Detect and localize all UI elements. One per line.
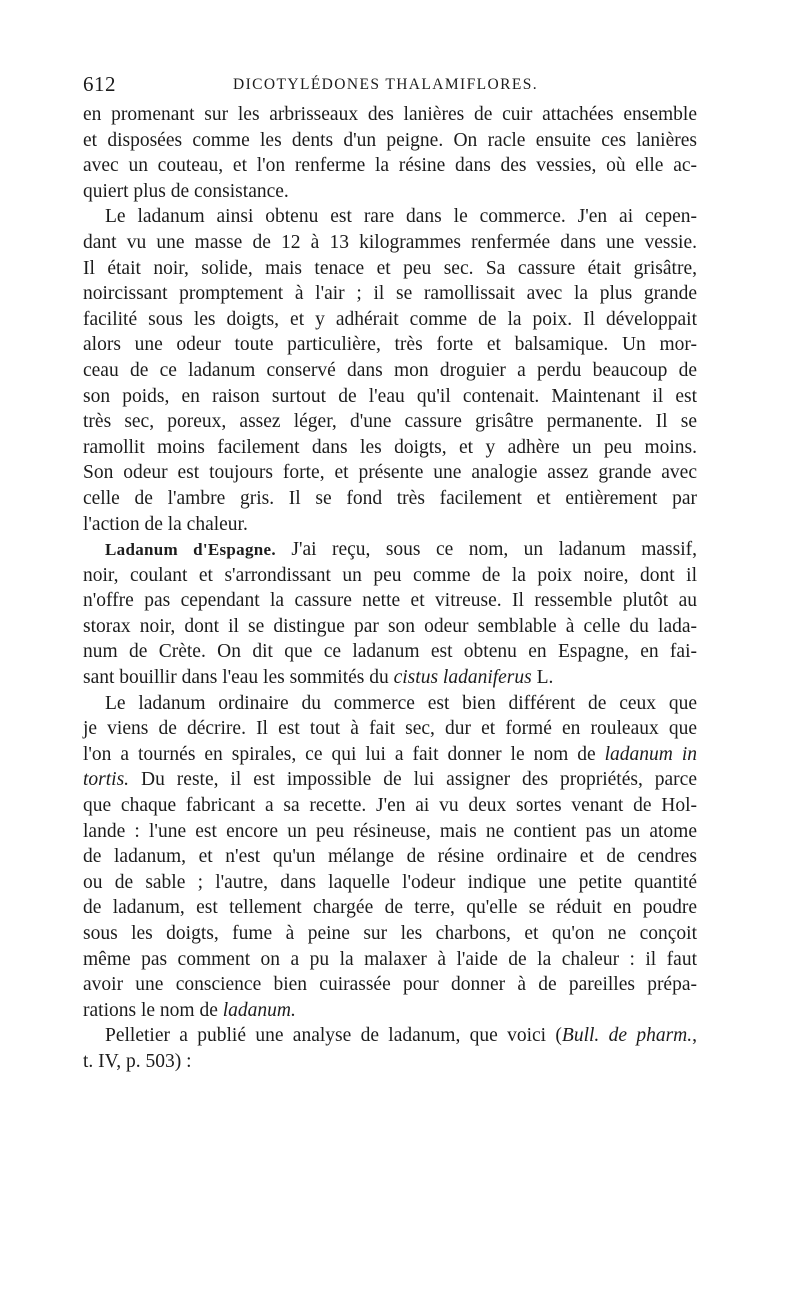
paragraph-3 — [83, 537, 697, 691]
paragraph-4 — [83, 691, 697, 1024]
text-span: L. — [531, 667, 554, 689]
paragraph-2 — [83, 204, 697, 537]
text-line: facilité sous les doigts, et y adhérait comme de la poix. Il développait — [83, 308, 697, 330]
running-head: DICOTYLÉDONES THALAMIFLORES. — [233, 76, 538, 93]
text-line: son poids, en raison surtout de l'eau qu'il contenait. Maintenant il est — [83, 385, 697, 407]
body-text — [83, 102, 697, 1075]
text-line — [83, 742, 697, 768]
text-span: , — [692, 1025, 698, 1047]
paragraph-5 — [83, 1023, 697, 1074]
text-span: rations le nom de — [83, 999, 223, 1021]
text-span: Pelletier a publié une analyse de ladanum, que voici ( — [105, 1025, 562, 1047]
page-number: 612 — [83, 72, 116, 96]
text-line: de ladanum, et n'est qu'un mélange de résine ordinaire et de cendres — [83, 846, 697, 868]
text-line: t. IV, p. 503) : — [83, 1050, 192, 1072]
text-line: avec un couteau, et l'on renferme la résine dans des vessies, où elle ac- — [83, 155, 697, 177]
text-line: Le ladanum ainsi obtenu est rare dans le commerce. J'en ai cepen- — [105, 206, 697, 228]
text-span: sant bouillir dans l'eau les sommités du — [83, 667, 394, 689]
text-line: sous les doigts, fume à peine sur les charbons, et qu'on ne conçoit — [83, 923, 697, 944]
text-line: et disposées comme les dents d'un peigne. On racle ensuite ces lanières — [83, 129, 697, 151]
text-line: alors une odeur toute particulière, très forte et balsamique. Un mor- — [83, 334, 697, 356]
text-span: Du reste, il est impossible de lui assigner des propriétés, parce — [129, 769, 697, 791]
text-line: quiert plus de consistance. — [83, 180, 289, 202]
text-line: noircissant promptement à l'air ; il se ramollissait avec la plus grande — [83, 283, 697, 305]
text-line — [83, 767, 697, 793]
text-line: celle de l'ambre gris. Il se fond très facilement et entièrement par — [83, 487, 697, 509]
text-line — [83, 998, 697, 1024]
text-line: dant vu une masse de 12 à 13 kilogrammes renfermée dans une vessie. — [83, 231, 697, 253]
text-line: lande : l'une est encore un peu résineuse, mais ne contient pas un atome — [83, 820, 697, 842]
text-line: ramollit moins facilement dans les doigts, et y adhère un peu moins. — [83, 436, 697, 458]
text-line: Le ladanum ordinaire du commerce est bien différent de ceux que — [105, 692, 697, 714]
text-line: storax noir, dont il se distingue par son odeur semblable à celle du lada- — [83, 615, 697, 637]
text-line: très sec, poreux, assez léger, d'une cassure grisâtre permanente. Il se — [83, 411, 697, 433]
text-line: n'offre pas cependant la cassure nette et vitreuse. Il ressemble plutôt au — [83, 590, 697, 612]
text-line: l'action de la chaleur. — [83, 513, 248, 535]
text-line — [83, 665, 697, 691]
text-line — [83, 537, 697, 563]
text-line: Son odeur est toujours forte, et présente une analogie assez grande avec — [83, 462, 697, 484]
section-heading: Ladanum d'Espagne. — [105, 540, 276, 560]
text-line: que chaque fabricant a sa recette. J'en ai vu deux sortes venant de Hol- — [83, 795, 697, 817]
paragraph-1 — [83, 102, 697, 204]
text-line: même pas comment on a pu la malaxer à l'aide de la chaleur : il faut — [83, 948, 697, 970]
text-line: je viens de décrire. Il est tout à fait sec, dur et formé en rouleaux que — [83, 718, 697, 740]
italic-citation: Bull. de pharm. — [561, 1025, 693, 1047]
text-line: ceau de ce ladanum conservé dans mon droguier a perdu beaucoup de — [83, 359, 697, 381]
text-span: J'ai reçu, sous ce nom, un ladanum massif, — [275, 539, 697, 561]
italic-term: ladanum in — [604, 743, 697, 765]
text-line: avoir une conscience bien cuirassée pour donner à de pareilles prépa- — [83, 974, 697, 996]
text-line: noir, coulant et s'arrondissant un peu comme de la poix noire, dont il — [83, 564, 697, 586]
text-line: Il était noir, solide, mais tenace et peu sec. Sa cassure était grisâtre, — [83, 257, 697, 279]
italic-term: ladanum. — [222, 999, 296, 1021]
italic-species-name: cistus ladaniferus — [393, 667, 532, 689]
text-line — [83, 1023, 697, 1049]
page-header — [83, 72, 697, 100]
italic-term: tortis. — [83, 769, 130, 791]
text-line: en promenant sur les arbrisseaux des lanières de cuir attachées ensemble — [83, 104, 697, 125]
text-line: ou de sable ; l'autre, dans laquelle l'odeur indique une petite quantité — [83, 871, 697, 893]
text-line: de ladanum, est tellement chargée de terre, qu'elle se réduit en poudre — [83, 897, 697, 919]
text-span: l'on a tournés en spirales, ce qui lui a fait donner le nom de — [83, 743, 605, 765]
text-line: num de Crète. On dit que ce ladanum est obtenu en Espagne, en fai- — [83, 641, 697, 663]
